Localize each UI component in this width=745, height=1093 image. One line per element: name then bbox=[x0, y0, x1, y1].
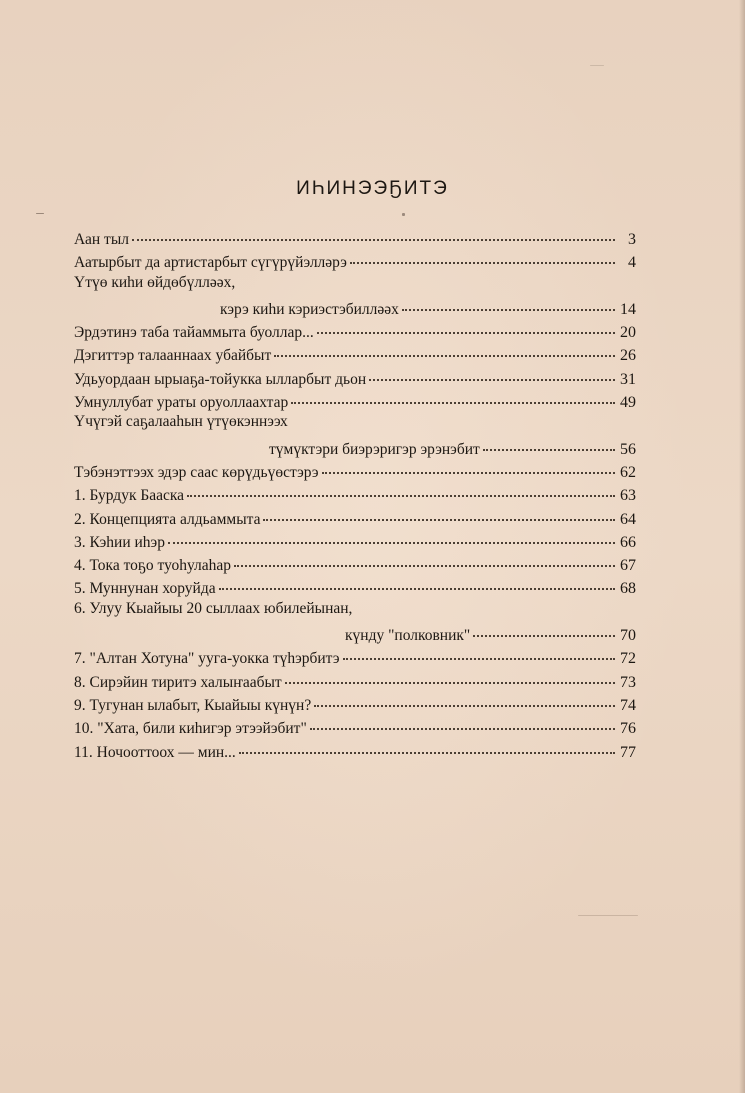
toc-entry bbox=[74, 737, 636, 760]
dot-leader bbox=[274, 337, 615, 357]
entry-title: түмүктэри биэрэригэр эрэнэбит bbox=[269, 440, 480, 458]
entry-page-number: 3 bbox=[628, 231, 636, 248]
entry-page-number: 70 bbox=[620, 627, 636, 645]
dot-leader bbox=[239, 734, 615, 754]
paper-speck bbox=[578, 915, 638, 916]
entry-title: Үчүгэй саҕалааһын үтүөкэннээх bbox=[74, 413, 288, 431]
dot-leader bbox=[343, 640, 616, 660]
dot-leader bbox=[285, 664, 615, 684]
entry-page-number: 4 bbox=[628, 254, 636, 272]
dot-leader bbox=[473, 617, 615, 637]
dot-leader bbox=[310, 710, 615, 730]
table-of-contents bbox=[74, 224, 636, 760]
page-title: ИҺИНЭЭҔИТЭ bbox=[296, 178, 449, 199]
dot-leader bbox=[187, 477, 615, 497]
entry-title: 9. Тугунан ылабыт, Кыайыы күнүн? bbox=[74, 696, 312, 714]
toc-entry bbox=[74, 387, 636, 410]
entry-page-number: 66 bbox=[620, 533, 636, 551]
dot-leader bbox=[132, 221, 615, 241]
entry-page-number: 63 bbox=[620, 487, 636, 505]
dot-leader bbox=[402, 291, 615, 311]
dot-leader bbox=[234, 547, 615, 567]
entry-title: 1. Бурдук Бааска bbox=[74, 487, 185, 505]
entry-page-number: 74 bbox=[620, 696, 636, 714]
entry-title: Удьуордаан ырыаҕа-тойукка ылларбыт дьон bbox=[74, 370, 367, 388]
entry-title: Дэгиттэр талааннаах убайбыт bbox=[74, 347, 272, 365]
entry-page-number: 64 bbox=[620, 510, 636, 528]
entry-title: Эрдэтинэ таба тайаммыта буоллар... bbox=[74, 324, 314, 342]
dot-leader bbox=[369, 361, 615, 381]
dot-leader bbox=[219, 570, 615, 590]
entry-page-number: 77 bbox=[620, 743, 636, 761]
entry-page-number: 72 bbox=[620, 650, 636, 668]
entry-title: 2. Концепцията алдьаммыта bbox=[74, 510, 261, 528]
paper-speck bbox=[402, 213, 405, 216]
page-edge-shadow bbox=[739, 0, 745, 1093]
entry-page-number: 20 bbox=[620, 324, 636, 342]
dot-leader bbox=[314, 687, 615, 707]
paper-speck bbox=[36, 213, 44, 214]
entry-title: 8. Сирэйин тиритэ халыҥаабыт bbox=[74, 673, 282, 691]
toc-entry bbox=[74, 573, 636, 596]
entry-page-number: 62 bbox=[620, 463, 636, 481]
entry-page-number: 56 bbox=[620, 440, 636, 458]
entry-title: Умнуллубат ураты оруоллаахтар bbox=[74, 394, 289, 412]
entry-page-number: 73 bbox=[620, 673, 636, 691]
dot-leader bbox=[350, 244, 615, 264]
entry-page-number: 14 bbox=[620, 300, 636, 318]
entry-title: 6. Улуу Кыайыы 20 сыллаах юбилейынан, bbox=[74, 599, 353, 617]
entry-page-number: 31 bbox=[620, 370, 636, 388]
entry-title: Аан тыл bbox=[74, 231, 129, 248]
entry-page-number: 49 bbox=[620, 394, 636, 412]
dot-leader bbox=[263, 501, 615, 521]
toc-entry bbox=[74, 247, 636, 270]
dot-leader bbox=[483, 431, 615, 451]
entry-page-number: 67 bbox=[620, 557, 636, 575]
entry-title: кэрэ киһи кэриэстэбилләәх bbox=[220, 300, 399, 318]
entry-title: күнду "полковник" bbox=[345, 627, 471, 645]
entry-title: Тэбэнэттээх эдэр саас көрүдьүөстэрэ bbox=[74, 463, 319, 481]
entry-title: Үтүө киһи өйдөбүлләәх, bbox=[74, 273, 236, 291]
entry-page-number: 26 bbox=[620, 347, 636, 365]
entry-title: 7. "Алтан Хотуна" ууга-уокка түһэрбитэ bbox=[74, 650, 340, 668]
entry-title: 4. Тока тоҕо туоһулаһар bbox=[74, 557, 232, 575]
entry-title: 5. Муннунан хоруйда bbox=[74, 580, 216, 598]
entry-page-number: 76 bbox=[620, 720, 636, 738]
dot-leader bbox=[317, 314, 615, 334]
entry-title: 3. Кэһии иһэр bbox=[74, 533, 165, 551]
dot-leader bbox=[322, 454, 615, 474]
entry-title: 10. "Хата, били киһигэр этээйэбит" bbox=[74, 720, 307, 738]
entry-title: Аатырбыт да артистарбыт сүгүрүйэлләрэ bbox=[74, 254, 347, 272]
dot-leader bbox=[291, 384, 615, 404]
entry-page-number: 68 bbox=[620, 580, 636, 598]
paper-speck bbox=[590, 65, 604, 66]
dot-leader bbox=[168, 524, 615, 544]
entry-title: 11. Ночооттоох — мин... bbox=[74, 743, 236, 761]
